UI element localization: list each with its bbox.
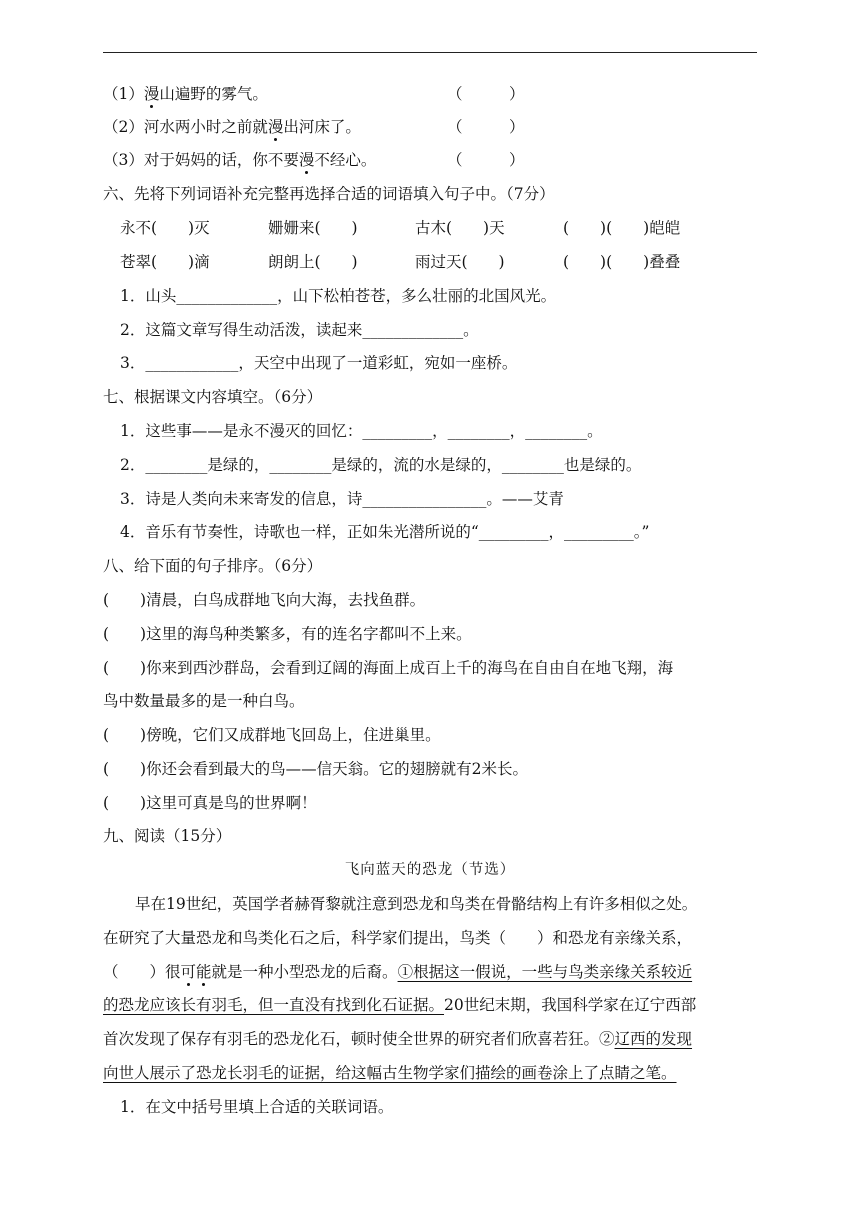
q5-item-2: （2）河水两小时之前就漫出河床了。 xyxy=(103,118,361,136)
q7-sentence-3[interactable]: 3．诗是人类向未来寄发的信息，诗________________。——艾青 xyxy=(120,490,564,508)
q8-sentence-4[interactable]: ( )傍晚，它们又成群地飞回岛上，住进巢里。 xyxy=(103,726,441,744)
q9-question-1: 1．在文中括号里填上合适的关联词语。 xyxy=(120,1098,394,1116)
header-rule xyxy=(103,52,757,53)
passage-line: 首次发现了保存有羽毛的恐龙化石，顿时使全世界的研究者们欣喜若狂。②辽西的发现 xyxy=(103,1030,693,1048)
underlined-sentence-2-cont: 向世人展示了恐龙长羽毛的证据，给这幅古生物学家们描绘的画卷涂上了点睛之笔。 xyxy=(103,1064,677,1082)
idiom[interactable]: 雨过天( ) xyxy=(415,253,505,271)
q7-sentence-1[interactable]: 1．这些事——是永不漫灭的回忆：_________，________，________。 xyxy=(120,422,603,440)
q6-sentence-1[interactable]: 1．山头_____________，山下松柏苍苍，多么壮丽的北国风光。 xyxy=(120,287,557,305)
q8-sentence-5[interactable]: ( )你还会看到最大的鸟——信天翁。它的翅膀就有2米长。 xyxy=(103,760,528,778)
q6-sentence-3[interactable]: 3．____________，天空中出现了一道彩虹，宛如一座桥。 xyxy=(120,354,518,372)
emphasis-char: 漫 xyxy=(143,85,160,103)
q7-title: 七、根据课文内容填空。（6分） xyxy=(103,388,323,406)
passage-line: 早在19世纪，英国学者赫胥黎就注意到恐龙和鸟类在骨骼结构上有许多相似之处。 xyxy=(135,895,698,913)
passage-line: 在研究了大量恐龙和鸟类化石之后，科学家们提出，鸟类（ ）和恐龙有亲缘关系， xyxy=(103,929,693,947)
idiom[interactable]: 朗朗上( ) xyxy=(268,253,358,271)
emphasis-char: 可 xyxy=(180,963,197,981)
idiom[interactable]: 永不( )灭 xyxy=(120,219,210,237)
q8-sentence-3-cont: 鸟中数量最多的是一种白鸟。 xyxy=(103,692,305,710)
emphasis-char: 能 xyxy=(196,963,212,981)
idiom[interactable]: 姗姗来( ) xyxy=(268,219,358,237)
q7-sentence-2[interactable]: 2．________是绿的，________是绿的，流的水是绿的，________也是绿的。 xyxy=(120,456,642,474)
q8-title: 八、给下面的句子排序。（6分） xyxy=(103,557,323,575)
passage-line: 的恐龙应该长有羽毛，但一直没有找到化石证据。20世纪末期，我国科学家在辽宁西部 xyxy=(103,996,697,1014)
underlined-sentence-1: ①根据这一假说，一些与鸟类亲缘关系较近 xyxy=(397,963,693,981)
q9-title: 九、阅读（15分） xyxy=(103,827,232,845)
q6-title: 六、先将下列词语补充完整再选择合适的词语填入句子中。（7分） xyxy=(103,185,555,203)
idiom[interactable]: ( )( )皑皑 xyxy=(563,219,681,237)
idiom[interactable]: 苍翠( )滴 xyxy=(120,253,210,271)
q5-item-1: （1）漫山遍野的雾气。 xyxy=(103,85,268,103)
answer-paren[interactable]: （ ） xyxy=(447,118,525,136)
underlined-sentence-1-cont: 的恐龙应该长有羽毛，但一直没有找到化石证据。 xyxy=(103,996,445,1014)
q8-sentence-6[interactable]: ( )这里可真是鸟的世界啊！ xyxy=(103,794,317,812)
q8-sentence-1[interactable]: ( )清晨，白鸟成群地飞向大海，去找鱼群。 xyxy=(103,591,426,609)
idiom[interactable]: ( )( )叠叠 xyxy=(563,253,681,271)
answer-paren[interactable]: （ ） xyxy=(447,151,525,169)
answer-paren[interactable]: （ ） xyxy=(447,85,525,103)
passage-line xyxy=(103,1063,677,1083)
passage-title: 飞向蓝天的恐龙（节选） xyxy=(344,862,516,878)
q8-sentence-2[interactable]: ( )这里的海鸟种类繁多，有的连名字都叫不上来。 xyxy=(103,625,472,643)
q7-sentence-4[interactable]: 4．音乐有节奏性，诗歌也一样，正如朱光潜所说的“_________，_________。” xyxy=(120,523,650,541)
q6-sentence-2[interactable]: 2．这篇文章写得生动活泼，读起来_____________。 xyxy=(120,321,479,339)
q8-sentence-3[interactable]: ( )你来到西沙群岛，会看到辽阔的海面上成百上千的海鸟在自由自在地飞翔，海 xyxy=(103,659,674,677)
passage-line: （ ）很可能就是一种小型恐龙的后裔。①根据这一假说，一些与鸟类亲缘关系较近 xyxy=(103,963,693,981)
q5-item-3: （3）对于妈妈的话，你不要漫不经心。 xyxy=(103,151,377,169)
emphasis-char: 漫 xyxy=(298,151,315,169)
emphasis-char: 漫 xyxy=(267,118,284,136)
underlined-sentence-2: 辽西的发现 xyxy=(614,1030,693,1048)
idiom[interactable]: 古木( )天 xyxy=(415,219,505,237)
